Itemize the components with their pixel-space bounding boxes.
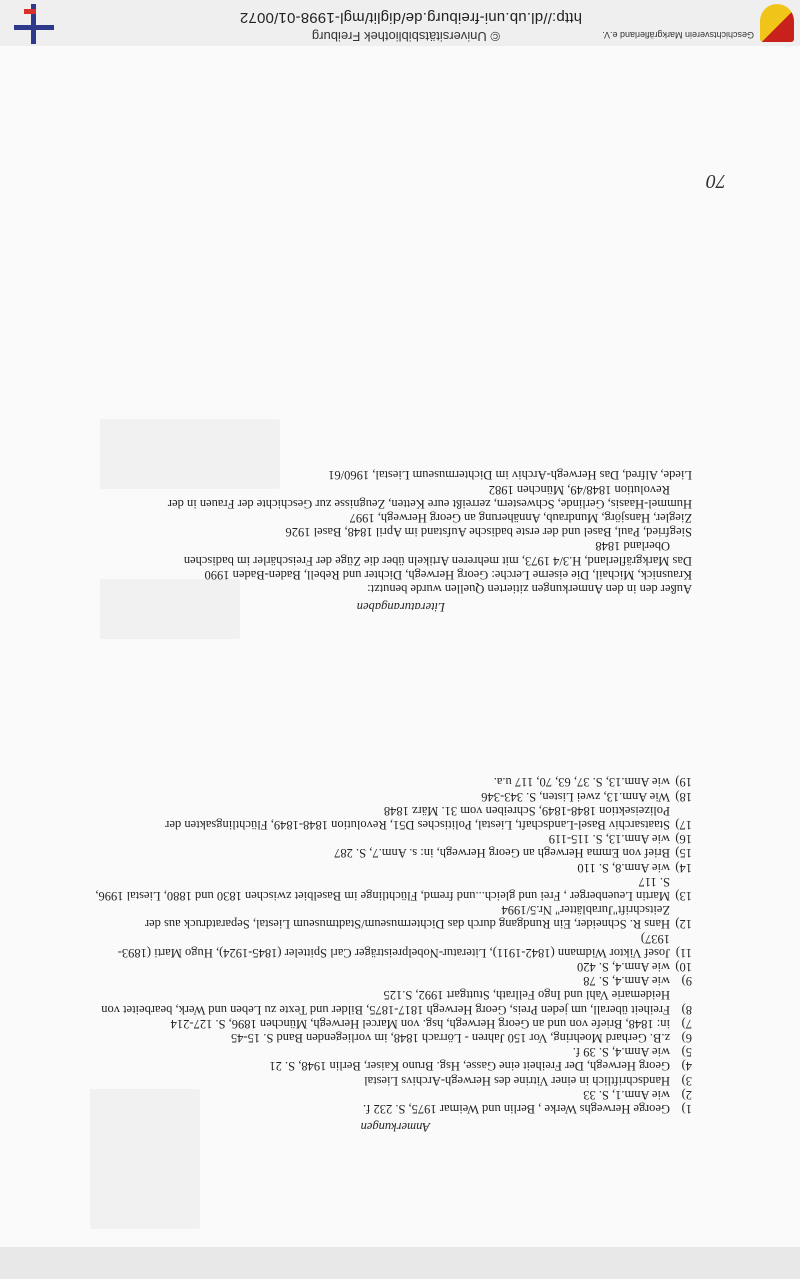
note-number: 11) [675,945,692,960]
note-item [92,1017,692,1031]
note-number: 6) [681,1030,692,1045]
note-item [92,903,692,931]
note-text: Brief von Emma Herwegh an Georg Herwegh, in: s. Anm.7, S. 287 [334,846,670,861]
copyright-notice: © Universitätsbibliothek Freiburg [311,29,500,44]
note-text: Martin Leuenberger , Frei und gleich...und fremd, Flüchtlinge im Baselbiet zwischen 1830 und 1880, Liestal 1996, S. 117 [95,874,670,903]
association-name: Geschichtsverein Markgräflerland e.V. [602,30,754,40]
notes-list [92,775,692,1116]
source-url[interactable]: http://dl.ub.uni-freiburg.de/diglit/mgl-1998-01/0072 [239,9,582,26]
note-text: Freiheit überall, um jeden Preis, Georg Herwegh 1817-1875, Bilder und Texte zu Leben und Werk, bearbeitet von Heidemarie Vahl und Ingo Fellrath, Stuttgart 1992, S.125 [101,988,670,1017]
note-text: wie Anm.13, S. 37, 63, 70, 117 u.a. [493,775,670,790]
note-number: 18) [675,789,692,804]
page-number: 70 [706,170,726,192]
literature-intro: Außer den in den Anmerkungen zitierten Quellen wurde benutzt: [367,582,692,596]
note-item [92,1102,692,1116]
literature-entry-line: Liede, Alfred, Das Herwegh-Archiv im Dichtermuseum Liestal, 1960/61 [328,468,692,483]
note-number: 9) [681,974,692,989]
note-text: in: 1848, Briefe von und an Georg Herwegh, hsg. von Marcel Herwegh, München 1896, S. 127-214 [170,1016,670,1031]
note-text: Hans R. Schneider, Ein Rundgang durch das Dichtermuseum/Stadtmuseum Liestal, Separatdruck aus der Zeitschrift"Jurablätter" Nr.5/1994 [144,903,670,932]
note-item [92,846,692,860]
header-band [0,0,800,46]
note-number: 17) [675,817,692,832]
library-logo-icon [14,4,54,44]
literature-entry-line: Siegfried, Paul, Basel und der erste badische Aufstand im April 1848, Basel 1926 [285,525,692,540]
note-item [92,960,692,974]
literature-entry-line: Hummel-Haasis, Gerlinde, Schwestern, zerreißt eure Ketten, Zeugnisse zur Geschichte der Frauen in der [167,496,692,511]
note-item [92,1073,692,1087]
note-text: Handschriftlich in einer Vitrine des Herwegh-Archivs Liestal [364,1073,670,1088]
note-text: Staatsarchiv Basel-Landschaft, Liestal, Politisches D51, Revolution 1848-1849, Flüchtlingsakten der Polizeisektion 1848-1849, Schreiben vom 31. März 1848 [165,803,670,832]
note-number: 14) [675,860,692,875]
literature-entry-line: Revolution 1848/49, München 1982 [488,482,670,497]
note-text: wie Anm.4, S. 420 [576,959,670,974]
note-item [92,875,692,903]
literature-entry-line: Krausnick, Michail, Die eiserne Lerche: Georg Herwegh, Dichter und Rebell, Baden-Baden 1990 [204,567,692,582]
note-number: 12) [675,917,692,932]
note-text: z.B. Gerhard Moehring, Vor 150 Jahren - Lörrach 1848, im vorliegenden Band S. 15-45 [230,1030,670,1045]
literature-heading: Literaturangaben [356,600,445,614]
note-item [92,860,692,874]
literature-entry-line: Oberland 1848 [595,539,670,554]
note-item [92,1059,692,1073]
notes-heading: Anmerkungen [360,1120,430,1134]
note-text: wie Anm.1, S. 33 [583,1087,670,1102]
note-item [92,789,692,803]
note-number: 4) [681,1059,692,1074]
note-text: George Herweghs Werke , Berlin und Weimar 1975, S. 232 f. [363,1102,670,1116]
note-number: 10) [675,959,692,974]
note-text: wie Anm.4, S. 78 [583,974,670,989]
literature-entry-line: Ziegler, Hansjörg, Mundraub, Annäherung an Georg Herwegh, 1997 [349,510,692,525]
note-number: 2) [681,1087,692,1102]
note-item [92,974,692,988]
note-item [92,1031,692,1045]
note-item [92,931,692,959]
literature-entry-line: Das Markgräflerland, H.3/4 1973, mit mehreren Artikeln über die Züge der Freischärler im badischen [183,553,692,568]
note-item [92,1088,692,1102]
note-number: 16) [675,832,692,847]
note-number: 1) [681,1102,692,1116]
note-number: 3) [681,1073,692,1088]
note-item [92,804,692,832]
note-text: wie Anm.4, S. 39 f. [572,1045,670,1060]
note-number: 5) [681,1045,692,1060]
footer-band [0,1247,800,1279]
note-text: Wie Anm.13, zwei Listen, S. 343-346 [481,789,670,804]
association-logo [760,4,794,42]
note-text: wie Anm.8, S. 110 [577,860,670,875]
note-item [92,775,692,789]
note-number: 15) [675,846,692,861]
note-text: wie Anm.13, S. 115-119 [548,832,670,847]
note-item [92,832,692,846]
note-item [92,1045,692,1059]
note-number: 8) [681,1002,692,1017]
note-number: 19) [675,775,692,790]
literature-list [92,468,692,596]
note-number: 13) [675,888,692,903]
note-text: Josef Viktor Widmann (1842-1911), Literatur-Nobelpreisträger Carl Spitteler (1845-1924), Hugo Marti (1893-1937) [117,931,670,960]
note-number: 7) [681,1016,692,1031]
note-text: Georg Herwegh, Der Freiheit eine Gasse, Hsg. Bruno Kaiser, Berlin 1948, S. 21 [269,1059,670,1074]
note-item [92,988,692,1016]
